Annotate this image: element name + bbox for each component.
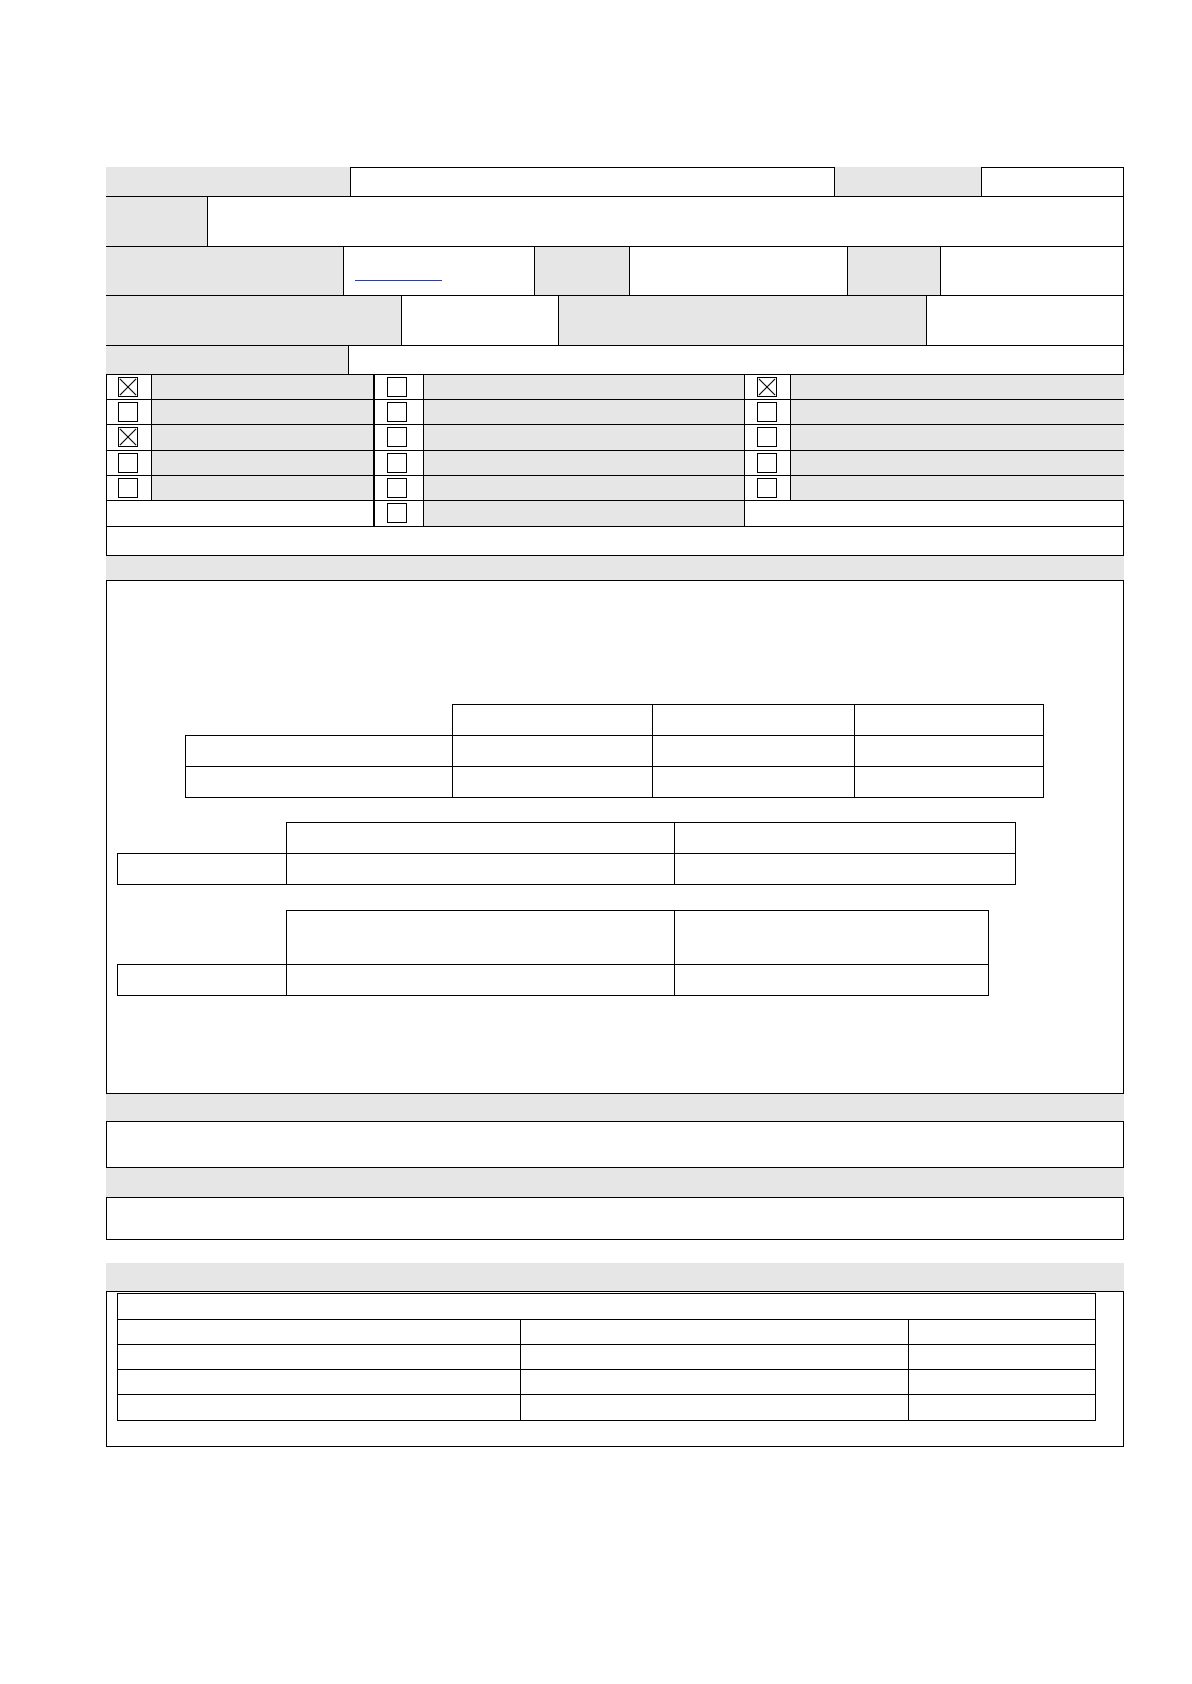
- table1-row2-col4: [854, 766, 1044, 798]
- checkbox-cell-d2: [374, 451, 424, 476]
- checkbox-e3[interactable]: [757, 478, 777, 498]
- field-cell-r3c4[interactable]: [630, 247, 848, 296]
- lower-table-r1c2: [520, 1319, 909, 1345]
- checkbox-cell-b1: [106, 400, 152, 425]
- checkbox-c1[interactable]: [118, 427, 138, 447]
- checkbox-label-f2: [424, 501, 745, 527]
- checkbox-f2[interactable]: [387, 503, 407, 523]
- checkbox-cell-f2: [374, 501, 424, 527]
- field-cell-r2c2[interactable]: [208, 197, 1124, 247]
- checkbox-cell-e3: [745, 476, 791, 501]
- section-header-1: [106, 556, 1124, 581]
- field-cell-r3c6[interactable]: [941, 247, 1124, 296]
- table3-header-col3: [674, 910, 989, 965]
- table1-header-col3: [652, 704, 855, 736]
- checkbox-label-b1: [152, 400, 374, 425]
- hyperlink-underline[interactable]: [355, 280, 442, 281]
- checkbox-cell-b2: [374, 400, 424, 425]
- checkbox-cell-c1: [106, 425, 152, 451]
- checkbox-label-c1: [152, 425, 374, 451]
- table3-header-col2: [286, 910, 675, 965]
- lower-table-r1c3: [908, 1319, 1096, 1345]
- checkbox-d1[interactable]: [118, 453, 138, 473]
- table1-row1-col4: [854, 735, 1044, 767]
- table2-header-col2: [286, 822, 675, 854]
- checkbox-c3[interactable]: [757, 427, 777, 447]
- table2-header-col3: [674, 822, 1016, 854]
- lower-table-r4c1: [117, 1394, 521, 1421]
- checkbox-label-e2: [424, 476, 745, 501]
- section-header-3: [106, 1168, 1124, 1198]
- checkbox-c2[interactable]: [387, 427, 407, 447]
- checkbox-cell-a1: [106, 375, 152, 400]
- label-cell-r5c1: [106, 346, 349, 375]
- table1-header-col4: [854, 704, 1044, 736]
- blank-cell-f1: [106, 501, 374, 527]
- table1-row1-col2: [452, 735, 653, 767]
- table3-row1-col3: [674, 964, 989, 996]
- checkbox-label-b2: [424, 400, 745, 425]
- section-body-2[interactable]: [106, 1122, 1124, 1168]
- label-cell-r3c5: [848, 247, 941, 296]
- table2-row1-col2: [286, 853, 675, 885]
- checkbox-a3[interactable]: [757, 377, 777, 397]
- label-cell-r3c3: [535, 247, 630, 296]
- checkbox-cell-b3: [745, 400, 791, 425]
- checkbox-label-d1: [152, 451, 374, 476]
- checkbox-cell-a3: [745, 375, 791, 400]
- table3-row1-col1: [117, 964, 287, 996]
- section-header-2: [106, 1094, 1124, 1122]
- table1-row2-col2: [452, 766, 653, 798]
- lower-table-r2c3: [908, 1344, 1096, 1370]
- checkbox-label-c2: [424, 425, 745, 451]
- checkbox-label-a1: [152, 375, 374, 400]
- lower-table-r4c3: [908, 1394, 1096, 1421]
- checkbox-label-b3: [791, 400, 1124, 425]
- field-cell-r3c2[interactable]: [344, 247, 535, 296]
- lower-table-r3c1: [117, 1369, 521, 1395]
- checkbox-label-e1: [152, 476, 374, 501]
- lower-table-r3c3: [908, 1369, 1096, 1395]
- checkbox-cell-d1: [106, 451, 152, 476]
- checkbox-b2[interactable]: [387, 402, 407, 422]
- checkbox-d3[interactable]: [757, 453, 777, 473]
- table1-row1-col3: [652, 735, 855, 767]
- lower-table-r1c1: [117, 1319, 521, 1345]
- lower-table-r2c1: [117, 1344, 521, 1370]
- table1-header-col2: [452, 704, 653, 736]
- checkbox-a2[interactable]: [387, 377, 407, 397]
- checkbox-e2[interactable]: [387, 478, 407, 498]
- field-cell-r4c4[interactable]: [927, 296, 1124, 346]
- section-body-3[interactable]: [106, 1198, 1124, 1240]
- lower-table-r3c2: [520, 1369, 909, 1395]
- lower-section-header: [106, 1263, 1124, 1292]
- lower-table-r4c2: [520, 1394, 909, 1421]
- field-cell-r1c2[interactable]: [351, 167, 835, 197]
- checkbox-cell-e1: [106, 476, 152, 501]
- checkbox-cell-c2: [374, 425, 424, 451]
- table3-row1-col2: [286, 964, 675, 996]
- table1-row1-col1: [185, 735, 453, 767]
- checkbox-label-c3: [791, 425, 1124, 451]
- checkbox-cell-a2: [374, 375, 424, 400]
- checkbox-cell-e2: [374, 476, 424, 501]
- checkbox-label-e3: [791, 476, 1124, 501]
- checkbox-b1[interactable]: [118, 402, 138, 422]
- label-cell-r1c1: [106, 167, 351, 197]
- lower-table-title-row: [117, 1293, 1096, 1320]
- table2-row1-col3: [674, 853, 1016, 885]
- checkbox-e1[interactable]: [118, 478, 138, 498]
- checkbox-label-a3: [791, 375, 1124, 400]
- table2-row1-col1: [117, 853, 287, 885]
- label-cell-r3c1: [106, 247, 344, 296]
- label-cell-r2c1: [106, 197, 208, 247]
- table1-row2-col3: [652, 766, 855, 798]
- lower-table-r2c2: [520, 1344, 909, 1370]
- checkbox-b3[interactable]: [757, 402, 777, 422]
- checkbox-d2[interactable]: [387, 453, 407, 473]
- table1-row2-col1: [185, 766, 453, 798]
- checkbox-cell-c3: [745, 425, 791, 451]
- checkbox-label-d3: [791, 451, 1124, 476]
- checkbox-label-d2: [424, 451, 745, 476]
- label-cell-r4c1: [106, 296, 402, 346]
- label-cell-r1c3: [835, 167, 982, 197]
- field-cell-r1c4[interactable]: [982, 167, 1124, 197]
- blank-row: [106, 527, 1124, 556]
- checkbox-a1[interactable]: [118, 377, 138, 397]
- checkbox-cell-d3: [745, 451, 791, 476]
- label-cell-r4c3: [559, 296, 927, 346]
- field-cell-r4c2[interactable]: [402, 296, 559, 346]
- blank-cell-f3: [745, 501, 1124, 527]
- checkbox-label-a2: [424, 375, 745, 400]
- field-cell-r5c2[interactable]: [349, 346, 1124, 375]
